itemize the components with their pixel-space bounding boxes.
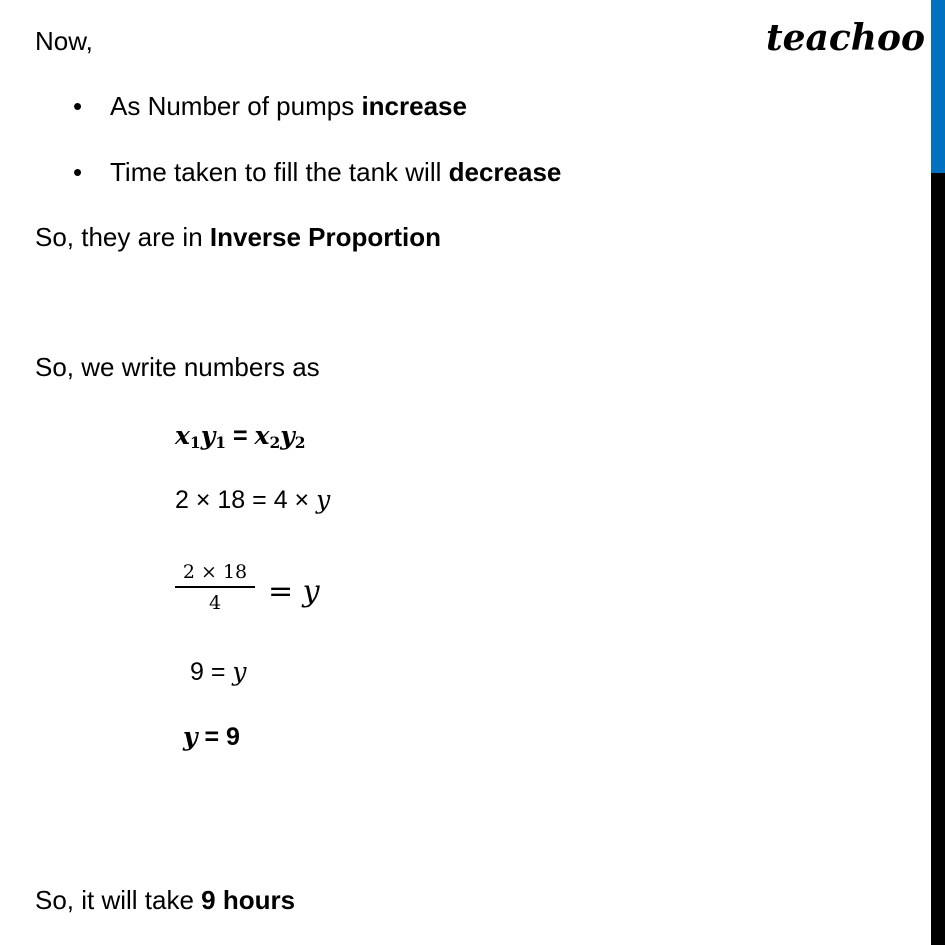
bullet-text: As Number of pumps: [110, 91, 362, 121]
fraction-bar: [175, 586, 255, 588]
conclusion-bold-text: Inverse Proportion: [209, 222, 442, 252]
step-3-equation: [190, 657, 247, 687]
fraction-numerator: 2 × 18: [182, 561, 248, 583]
equals-sign: =: [226, 422, 255, 450]
final-answer-line: [35, 885, 295, 915]
formula-equation: [175, 421, 306, 458]
final-bold-text: 9 hours: [201, 885, 296, 915]
bullet-item-1: [110, 91, 467, 121]
bullet-icon: •: [73, 91, 83, 121]
bullet-item-2: [110, 157, 561, 187]
step-1-equation: [175, 485, 330, 515]
fraction: [175, 560, 255, 614]
var-y: y: [232, 657, 247, 686]
fraction-rhs: = y: [268, 574, 320, 609]
var-y: y: [200, 421, 216, 450]
conclusion-line: [35, 222, 441, 252]
step-3-left: 9 =: [190, 658, 233, 686]
var-y: y: [183, 722, 198, 751]
write-numbers-text: So, we write numbers as: [35, 352, 320, 382]
var-x: x: [254, 421, 270, 450]
teachoo-logo: teachoo: [766, 17, 925, 59]
step-1-left: 2 × 18 = 4 ×: [175, 486, 317, 514]
result-equation: [183, 722, 240, 752]
intro-text: Now,: [35, 26, 93, 56]
result-value: = 9: [197, 723, 240, 751]
var-x: x: [175, 421, 190, 450]
conclusion-text: So, they are in: [35, 222, 210, 252]
side-accent-bar-blue: [931, 0, 945, 173]
bullet-bold-text: decrease: [448, 157, 562, 187]
final-text: So, it will take: [35, 885, 202, 915]
subscript: 2: [294, 432, 306, 452]
var-y: y: [316, 485, 331, 514]
subscript: 2: [269, 432, 281, 452]
subscript: 1: [189, 432, 201, 452]
side-accent-bar-black: [931, 173, 945, 945]
subscript: 1: [215, 432, 227, 452]
fraction-denominator: 4: [208, 592, 222, 614]
bullet-icon: •: [73, 157, 83, 187]
bullet-bold-text: increase: [361, 91, 467, 121]
var-y: y: [280, 421, 295, 450]
bullet-text: Time taken to fill the tank will: [110, 157, 449, 187]
